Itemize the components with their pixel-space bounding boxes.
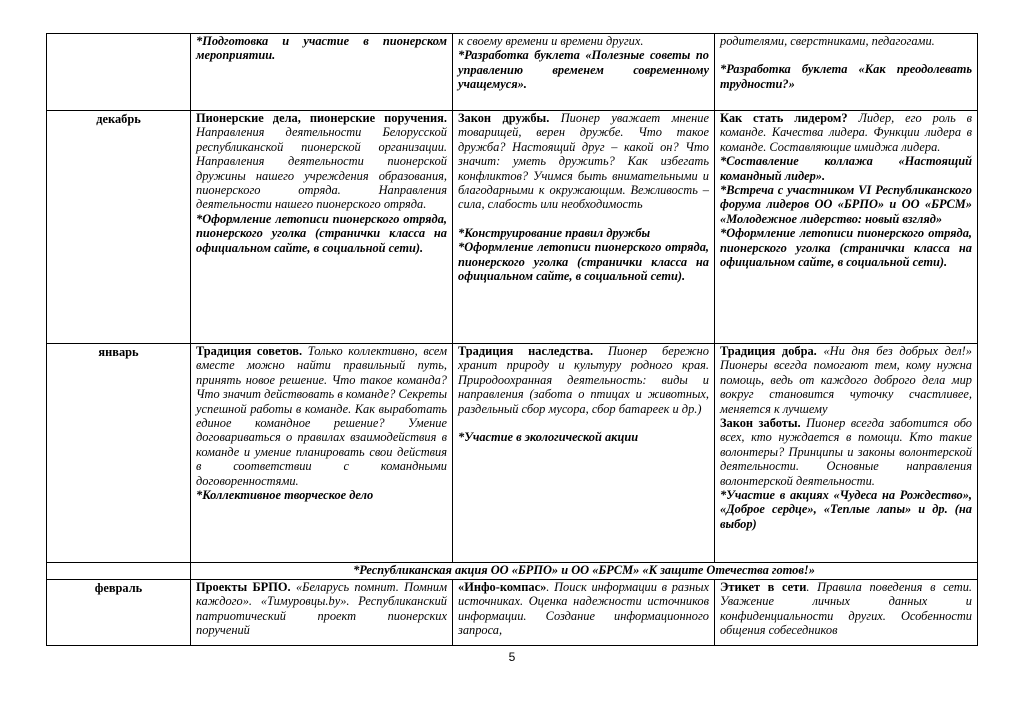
month-cell: январь [47,344,191,563]
topic-title: Традиция добра. [720,344,817,358]
cell-top-col3 [715,34,978,111]
table-row-banner [47,563,978,580]
cell-top-col1 [191,34,453,111]
cell-text: Пионер бережно хранит природу и культуру родного края. Природоохранная деятельность: виды и направления (забота о птицах и животных, раздельный сбор мусора, сбор батареек и др.) [458,344,709,416]
month-cell-empty [47,34,191,111]
cell-february-col3 [715,580,978,646]
activity-text: *Разработка буклета «Полезные советы по управлению временем современному учащемуся». [458,48,709,92]
activity-text: *Оформление летописи пионерского отряда, пионерского уголка (странички класса на официальном сайте, в социальной сети). [458,240,709,284]
page-number: 5 [508,650,516,664]
topic-title: Пионерские дела, пионерские поручения. [196,111,447,125]
cell-top-col2 [453,34,715,111]
table-row-december [47,111,978,344]
topic-title: Как стать лидером? [720,111,848,125]
cell-text: Пионер уважает мнение товарищей, верен дружбе. Что такое дружба? Настоящий друг – какой он? Что значит: уметь дружить? Как избегать конфликтов? Учимся быть внимательными и благодарными к окружающим. Вежливость – сила, слабость или необходимость [458,111,709,212]
activity-text: *Конструирование правил дружбы [458,225,651,240]
cell-text: «Ни дня без добрых дел!» Пионеры всегда помогают тем, кому нужна помощь, ведь от каждого доброго дела мир вокруг становится чуточку счастливее, меняется к лучшему [720,344,972,416]
activity-text: *Коллективное творческое дело [196,488,374,503]
cell-text: . Правила поведения в сети. Уважение личных данных и конфиденциальности других. Особенности общения собеседников [720,580,972,638]
topic-title: «Инфо-компас» [458,580,547,594]
table-row-january [47,344,978,563]
month-cell-empty [47,563,191,580]
cell-december-col1 [191,111,453,344]
activity-text: *Подготовка и участие в пионерском мероприятии. [196,34,447,63]
activity-text: *Встреча с участником VI Республиканского форума лидеров ОО «БРПО» и ОО «БРСМ» «Молодежное лидерство: новый взгляд» [720,183,972,226]
topic-title: Этикет в сети [720,580,807,594]
activity-text: *Участие в экологической акции [458,430,639,445]
month-cell: февраль [47,580,191,646]
activity-text: *Оформление летописи пионерского отряда, пионерского уголка (странички класса на официальном сайте, в социальной сети). [720,226,972,270]
republic-action-banner: *Республиканская акция ОО «БРПО» и ОО «БРСМ» «К защите Отечества готов!» [191,563,978,580]
cell-text: Направления деятельности Белорусской республиканской пионерской организации. Направления деятельности пионерской дружины нашего учреждения образования, пионерского отряда. Направления деятельности нашего пионерского отряда. [196,125,447,212]
cell-text: . Поиск информации в разных источниках. Оценка надежности источников информации. Создание информационного запроса, [458,580,709,638]
activity-text: *Разработка буклета «Как преодолевать трудности?» [720,62,972,91]
cell-december-col2 [453,111,715,344]
cell-text: родителями, сверстниками, педагогами. [720,34,935,48]
topic-title: Традиция советов. [196,344,303,358]
table-row-continuation [47,34,978,111]
topic-title: Закон заботы. [720,416,801,431]
cell-december-col3 [715,111,978,344]
topic-title: Закон дружбы. [458,111,550,125]
cell-february-col1 [191,580,453,646]
topic-title: Традиция наследства. [458,344,594,358]
cell-january-col1 [191,344,453,563]
activity-text: *Участие в акциях «Чудеса на Рождество», «Доброе сердце», «Теплые лапы» и др. (на выбор) [720,488,972,531]
month-cell: декабрь [47,111,191,344]
cell-text: к своему времени и времени других. [458,34,644,48]
cell-january-col2 [453,344,715,563]
cell-text: Только коллективно, всем вместе можно найти правильный путь, принять новое решение. Что такое команда? Что значит действовать в команде? Секреты успешной работы в команде. Как выработать единое командное решение? Умение договариваться о правилах взаимодействия в команде и умение планировать свои действия в соответствии с командными договоренностями. [196,344,447,488]
cell-text: Пионер всегда заботится обо всех, кто нуждается в помощи. Кто такие волонтеры? Принципы и законы волонтерской деятельности. Основные направления волонтерской деятельности. [720,416,972,488]
cell-text: «Беларусь помнит. Помним каждого». «Тимуровцы.by». Республиканский патриотический проект пионерских поручений [196,580,447,638]
cell-text: Лидер, его роль в команде. Качества лидера. Функции лидера в команде. Составляющие имиджа лидера. [720,111,972,154]
plan-table [46,33,978,646]
cell-february-col2 [453,580,715,646]
cell-january-col3 [715,344,978,563]
activity-text: *Оформление летописи пионерского отряда, пионерского уголка (странички класса на официальном сайте, в социальной сети). [196,211,447,255]
table-row-february [47,580,978,646]
topic-title: Проекты БРПО. [196,580,291,594]
activity-text: *Составление коллажа «Настоящий командный лидер». [720,154,972,183]
